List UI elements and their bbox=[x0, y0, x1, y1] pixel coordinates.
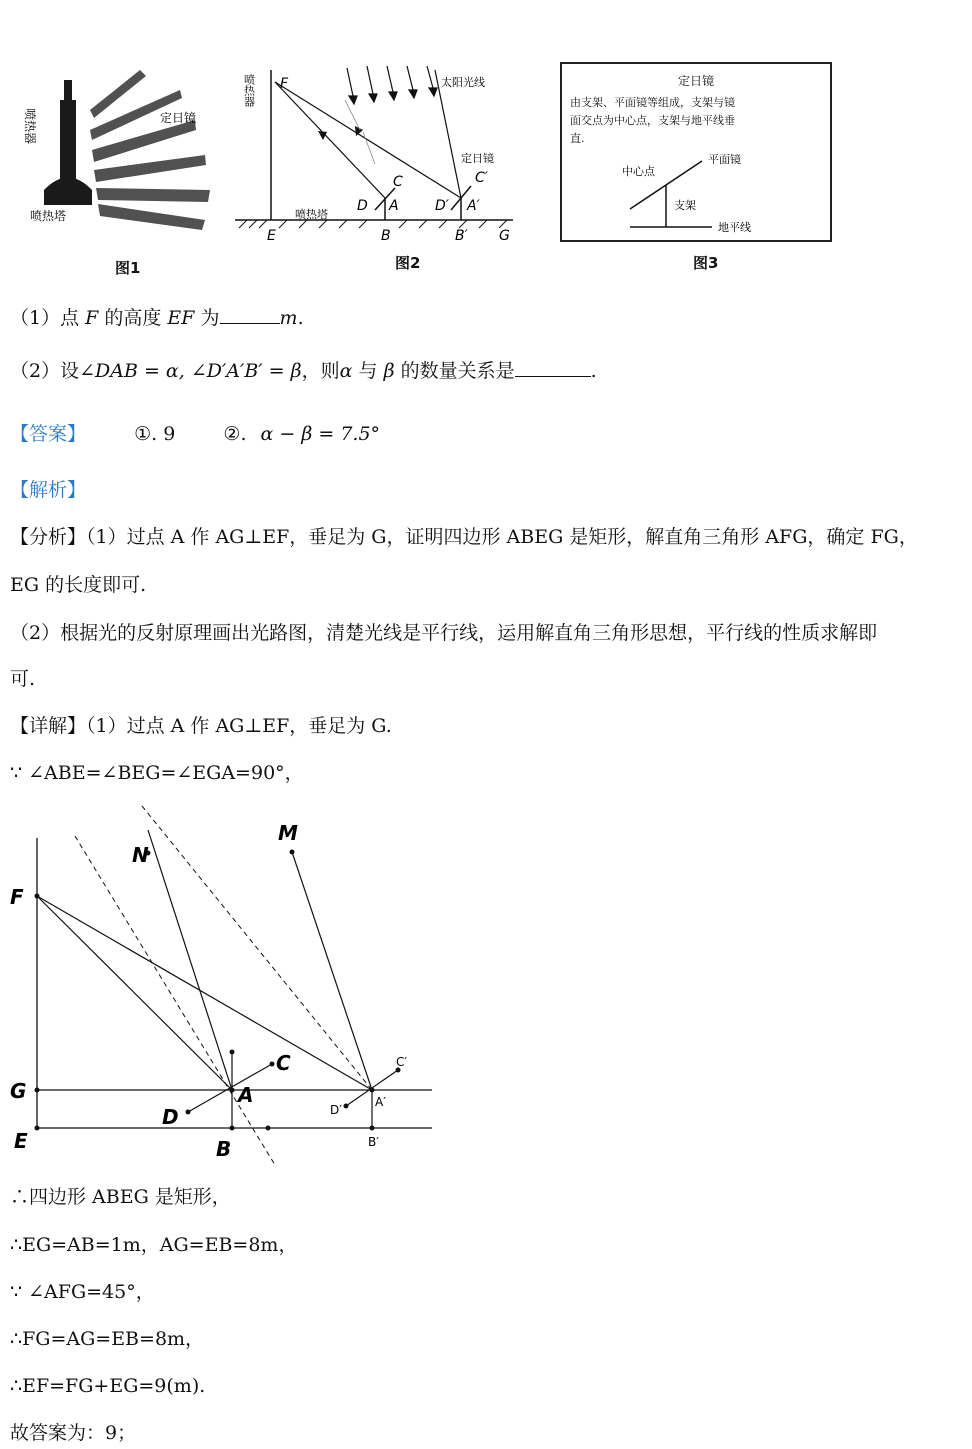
fig2-label-D2: D′ bbox=[435, 198, 449, 214]
fig3-desc-line1: 由支架、平面镜等组成，支架与镜 bbox=[570, 96, 735, 109]
fenxi-line1 bbox=[10, 524, 918, 550]
fenxi-line2: EG 的长度即可. bbox=[10, 574, 147, 596]
detail-3: ∴四边形 ABEG 是矩形， bbox=[10, 1186, 231, 1208]
label-B2: B′ bbox=[368, 1135, 379, 1149]
figure-2 bbox=[235, 60, 525, 245]
label-D: D bbox=[162, 1105, 179, 1129]
fig3-diagram bbox=[562, 149, 830, 239]
line-FA2 bbox=[37, 896, 372, 1090]
q1-mid: 的高度 bbox=[98, 307, 168, 329]
question-1 bbox=[10, 305, 304, 331]
figure-1 bbox=[20, 70, 220, 240]
fig3-mirror-label: 平面镜 bbox=[708, 153, 741, 166]
q2-prefix: （2）设 bbox=[10, 360, 80, 382]
label-D2: D′ bbox=[330, 1103, 342, 1117]
answer-tag: 【答案】 bbox=[10, 423, 87, 445]
sun-rays bbox=[347, 66, 437, 104]
fig1-tower-label: 喷热器 bbox=[23, 108, 37, 145]
answer-2-prefix: ②. bbox=[223, 423, 247, 445]
label-C2: C′ bbox=[396, 1055, 408, 1069]
label-C: C bbox=[276, 1051, 291, 1075]
fig2-mirror-label: 定日镜 bbox=[461, 152, 494, 165]
answer-2: α − β = 7.5° bbox=[260, 423, 381, 445]
fig2-label-E: E bbox=[267, 228, 276, 244]
label-G: G bbox=[10, 1079, 27, 1103]
line-MA2 bbox=[292, 852, 372, 1090]
label-N: N bbox=[132, 843, 149, 867]
answer-1: ①. 9 bbox=[134, 423, 176, 445]
fig2-base-label: 喷热塔 bbox=[295, 208, 328, 221]
fig2-label-G: G bbox=[499, 228, 510, 244]
fig2-label-B2: B′ bbox=[455, 228, 468, 244]
label-M: M bbox=[278, 821, 298, 845]
analysis-tag: 【解析】 bbox=[10, 479, 87, 501]
q1-F: F bbox=[85, 307, 99, 329]
fig2-sun-label: 太阳光线 bbox=[441, 76, 485, 89]
fenxi-p2-line2: 可. bbox=[10, 668, 36, 690]
fenxi-p1-line1: （1）过点 A 作 AG⊥EF，垂足为 G，证明四边形 ABEG 是矩形，解直角三角形 AFG，确定 FG， bbox=[86, 526, 918, 548]
detail-4: ∴EG=AB=1m，AG=EB=8m， bbox=[10, 1234, 298, 1256]
geometry-diagram bbox=[0, 800, 440, 1170]
q2-after: 的数量关系是 bbox=[394, 360, 515, 382]
q2-beta: β bbox=[383, 360, 395, 382]
q1-unit: m bbox=[279, 307, 298, 329]
fig2-label-D: D bbox=[357, 198, 368, 214]
tower-shape bbox=[44, 80, 92, 205]
fenxi-p2-line1: （2）根据光的反射原理画出光路图，清楚光线是平行线，运用解直角三角形思想，平行线的性质求解即 bbox=[10, 622, 878, 644]
fig3-title: 定日镜 bbox=[677, 74, 714, 88]
q2-formula: ∠DAB = α, ∠D′A′B′ = β bbox=[79, 360, 302, 382]
q2-end: . bbox=[590, 360, 597, 382]
q2-mid: ，则 bbox=[301, 360, 340, 382]
fig2-label-A2: A′ bbox=[467, 198, 480, 214]
detail-6: ∴FG=AG=EB=8m， bbox=[10, 1328, 205, 1350]
fig1-caption: 图1 bbox=[115, 259, 141, 277]
fig3-desc-line3: 直. bbox=[570, 132, 585, 145]
fenxi-tag: 【分析】 bbox=[10, 526, 87, 548]
q1-end: . bbox=[297, 307, 304, 329]
fig3-caption: 图3 bbox=[693, 254, 719, 272]
label-A: A bbox=[238, 1083, 254, 1107]
fig2-label-C2: C′ bbox=[475, 170, 488, 186]
label-A2: A′ bbox=[375, 1095, 386, 1109]
question-2 bbox=[10, 358, 597, 384]
fig1-base-label: 喷热塔 bbox=[30, 209, 67, 223]
fig3-ground-label: 地平线 bbox=[718, 221, 751, 234]
fig2-label-B: B bbox=[381, 228, 391, 244]
fig3-support-label: 支架 bbox=[674, 199, 696, 212]
q1-EF: EF bbox=[167, 307, 195, 329]
figure-3-box bbox=[560, 62, 832, 242]
q1-after: 为 bbox=[194, 307, 220, 329]
detail-5: ∵ ∠AFG=45°， bbox=[10, 1281, 155, 1303]
label-B: B bbox=[216, 1137, 232, 1161]
label-E: E bbox=[14, 1129, 28, 1153]
detail-1: （1）过点 A 作 AG⊥EF，垂足为 G. bbox=[86, 715, 392, 737]
line-NA bbox=[148, 830, 232, 1090]
detail-8: 故答案为：9； bbox=[10, 1422, 137, 1444]
fig2-label-A: A bbox=[389, 198, 399, 214]
xiangjie-tag: 【详解】 bbox=[10, 715, 87, 737]
q2-blank[interactable] bbox=[515, 358, 591, 377]
normal-line-2 bbox=[142, 806, 372, 1090]
diagram-points bbox=[35, 850, 401, 1131]
q1-prefix: （1）点 bbox=[10, 307, 86, 329]
line-FA bbox=[37, 896, 232, 1090]
q2-alpha: α bbox=[339, 360, 353, 382]
fig2-label-F: F bbox=[280, 76, 289, 92]
q1-blank[interactable] bbox=[220, 305, 280, 324]
fig3-center-label: 中心点 bbox=[622, 165, 655, 178]
q2-and: 与 bbox=[352, 360, 384, 382]
answer-line bbox=[10, 421, 380, 447]
fig2-label-C: C bbox=[393, 174, 403, 190]
fig1-mirror-label: 定日镜 bbox=[160, 111, 197, 125]
mirror-DC bbox=[188, 1064, 272, 1112]
fig3-desc-line2: 面交点为中心点，支架与地平线垂 bbox=[570, 114, 735, 127]
detail-7: ∴EF=FG+EG=9(m). bbox=[10, 1375, 206, 1397]
xiangjie-line bbox=[10, 713, 392, 739]
fig2-tower-label: 喷热器 bbox=[242, 74, 256, 107]
detail-2: ∵ ∠ABE=∠BEG=∠EGA=90°， bbox=[10, 762, 304, 784]
fig2-caption: 图2 bbox=[395, 254, 421, 272]
mirror-field bbox=[90, 70, 210, 230]
label-F: F bbox=[10, 885, 24, 909]
